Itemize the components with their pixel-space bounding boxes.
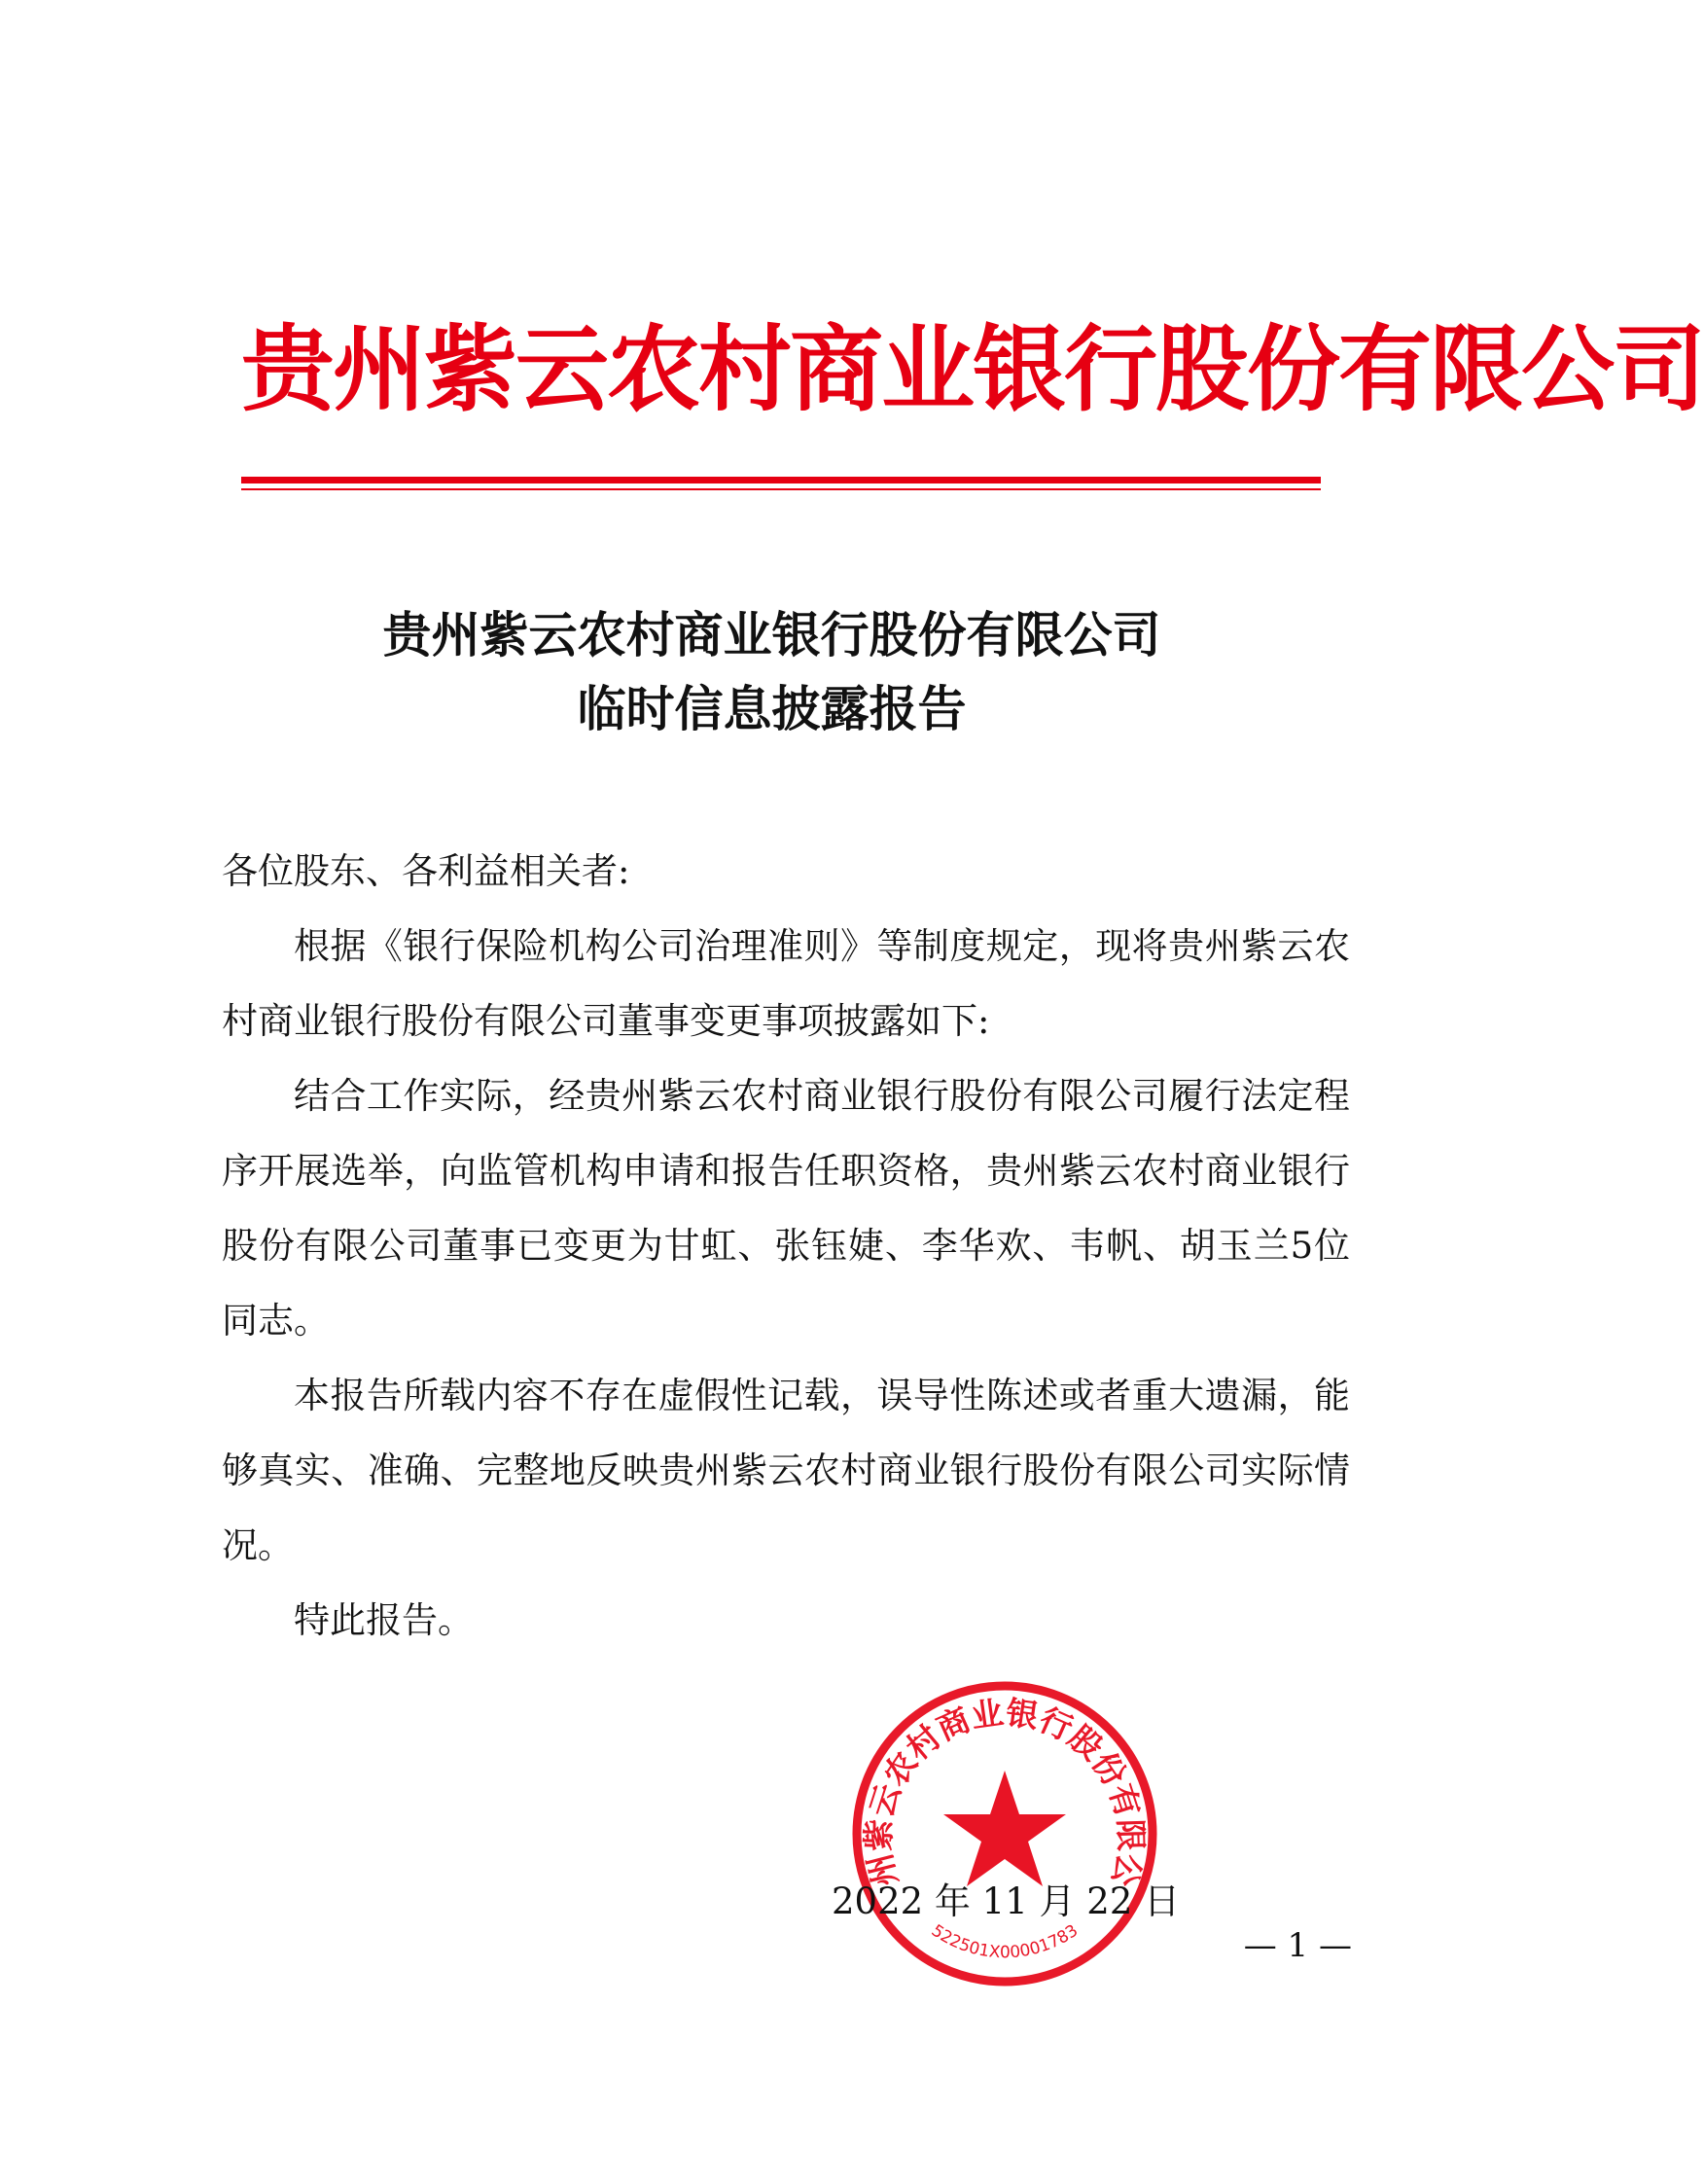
seal-graphic xyxy=(844,1673,1165,1994)
svg-text:522501X00001783 xyxy=(928,1921,1082,1963)
report-title xyxy=(195,598,1349,746)
page-number: — 1 — xyxy=(1243,1926,1352,1965)
report-title-line-2: 临时信息披露报告 xyxy=(577,680,967,737)
official-seal xyxy=(844,1673,1165,1994)
letterhead-rule-thin xyxy=(241,488,1321,490)
seal-text: 州紫云农村商业银行股份有限公 xyxy=(859,1693,1151,1891)
body-paragraph-director-change: 结合工作实际，经贵州紫云农村商业银行股份有限公司履行法定程序开展选举，向监管机构申请和报告任职资格，贵州紫云农村商业银行股份有限公司董事已变更为甘虹、张钰婕、李华欢、韦帆、胡玉兰5位同志。 xyxy=(222,1075,1350,1342)
body-paragraph-closing: 特此报告。 xyxy=(294,1599,474,1641)
report-date: 2022 年 11 月 22 日 xyxy=(832,1880,1181,1922)
seal-code: 522501X00001783 xyxy=(927,1920,1083,1963)
letterhead-title: 贵州紫云农村商业银行股份有限公司 xyxy=(241,315,1704,424)
body-paragraph-statement: 本报告所载内容不存在虚假性记载，误导性陈述或者重大遗漏，能够真实、准确、完整地反映贵州紫云农村商业银行股份有限公司实际情况。 xyxy=(222,1375,1350,1566)
letterhead-rule-thick xyxy=(241,477,1321,483)
report-title-line-1: 贵州紫云农村商业银行股份有限公司 xyxy=(382,606,1161,663)
salutation: 各位股东、各利益相关者: xyxy=(222,850,630,892)
report-body xyxy=(222,834,1350,1658)
body-paragraph-basis: 根据《银行保险机构公司治理准则》等制度规定，现将贵州紫云农村商业银行股份有限公司董事变更事项披露如下: xyxy=(222,925,1350,1042)
star-icon xyxy=(943,1771,1066,1886)
